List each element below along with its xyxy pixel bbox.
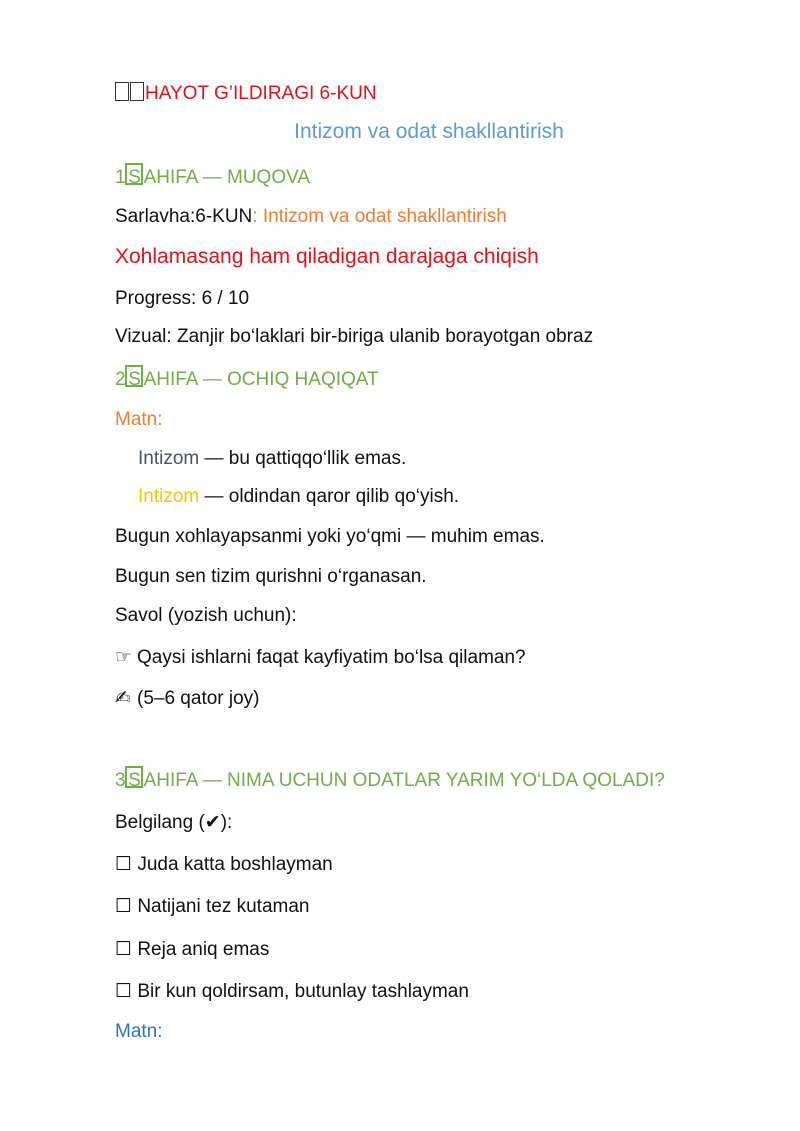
checkbox-icon[interactable]: ☐ [115, 896, 133, 917]
checkbox-icon[interactable]: ☐ [115, 854, 133, 875]
checklist-item[interactable] [115, 895, 309, 919]
checklist-item[interactable] [115, 938, 269, 962]
discipline-line-rest: — oldindan qaror qilib qo‘yish. [199, 486, 460, 507]
checklist-item-label: Reja aniq emas [137, 939, 270, 960]
paragraph-2: Bugun sen tizim qurishni o‘rganasan. [115, 566, 427, 587]
discipline-word: Intizom [138, 448, 200, 469]
section3-heading [115, 769, 665, 793]
discipline-line-2 [138, 485, 459, 509]
write-space-text: (5–6 qator joy) [137, 688, 260, 709]
section-heading-text: AHIFA — NIMA UCHUN ODATLAR YARIM YO‘LDA QOLADI? [143, 770, 665, 791]
page-title [115, 82, 377, 106]
section-heading-text: AHIFA — MUQOVA [143, 167, 311, 188]
progress-text: Progress: 6 / 10 [115, 288, 250, 309]
section-letter-box: S [126, 166, 144, 190]
question-line [115, 646, 526, 670]
cover-title-value: : Intizom va odat shakllantirish [252, 206, 507, 227]
pointing-hand-icon: ☞ [115, 647, 133, 668]
checklist-item[interactable] [115, 980, 469, 1004]
discipline-line-rest: — bu qattiqqo‘llik emas. [199, 448, 407, 469]
title-text: HAYOT G’ILDIRAGI 6-KUN [145, 83, 377, 104]
section1-heading [115, 166, 310, 190]
section-letter-box: S [126, 368, 144, 392]
section-number: 2 [115, 369, 126, 390]
checklist-item-label: Juda katta boshlayman [137, 854, 333, 875]
write-space-line [115, 687, 260, 711]
checklist-item-label: Bir kun qoldirsam, butunlay tashlayman [137, 981, 469, 1002]
question-label: Savol (yozish uchun): [115, 605, 297, 626]
checkbox-icon[interactable]: ☐ [115, 981, 133, 1002]
section-heading-text: AHIFA — OCHIQ HAQIQAT [143, 369, 379, 390]
cover-title-label: Sarlavha:6-KUN [115, 206, 253, 227]
discipline-word: Intizom [138, 486, 200, 507]
visual-text: Vizual: Zanjir bo‘laklari bir-biriga ulanib borayotgan obraz [115, 326, 594, 347]
question-text: Qaysi ishlarni faqat kayfiyatim bo‘lsa qilaman? [137, 647, 526, 668]
matn-label: Matn: [115, 409, 163, 430]
missing-glyph-icon [130, 82, 144, 101]
paragraph-1: Bugun xohlayapsanmi yoki yo‘qmi — muhim emas. [115, 526, 545, 547]
section-number: 3 [115, 770, 126, 791]
page-subtitle: Intizom va odat shakllantirish [294, 120, 564, 143]
discipline-line-1 [138, 447, 406, 471]
checkbox-icon[interactable]: ☐ [115, 939, 133, 960]
missing-glyph-icon [115, 82, 129, 101]
section2-heading [115, 368, 379, 392]
writing-hand-icon: ✍ [115, 688, 131, 709]
checklist-item[interactable] [115, 853, 333, 877]
section-number: 1 [115, 167, 126, 188]
matn-label-2: Matn: [115, 1021, 163, 1042]
cover-title-line [115, 205, 507, 229]
mark-label: Belgilang (✔): [115, 812, 233, 833]
checklist-item-label: Natijani tez kutaman [137, 896, 310, 917]
section-letter-box: S [126, 769, 144, 793]
cover-headline: Xohlamasang ham qiladigan darajaga chiqish [115, 245, 539, 268]
